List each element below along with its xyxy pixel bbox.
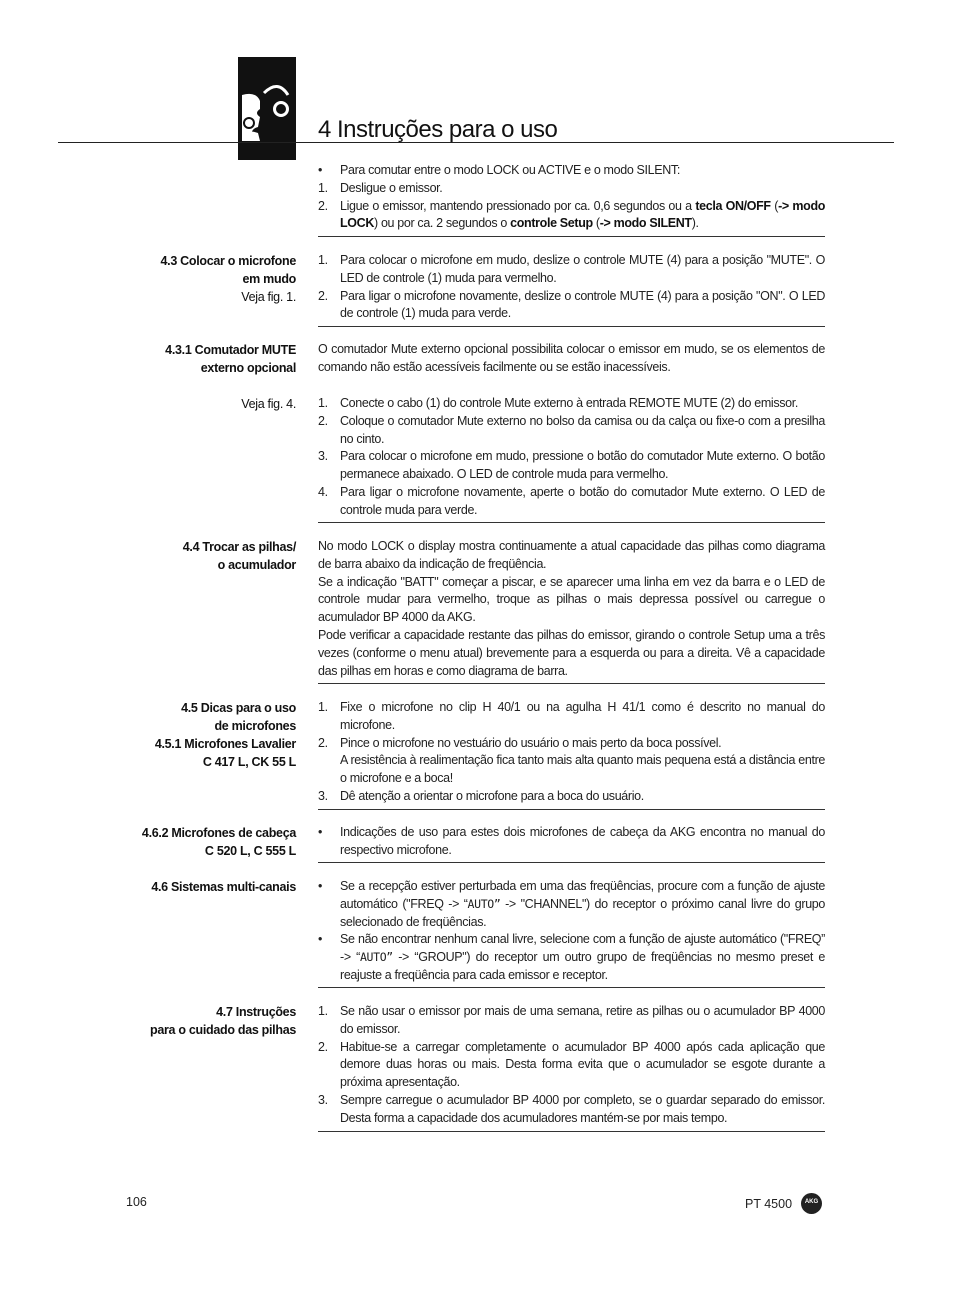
section-4-7-body <box>318 1003 825 1128</box>
list-item: • Indicações de uso para estes dois microfones de cabeça da AKG encontra no manual do respectivo microfone. <box>318 825 825 857</box>
section-label-4-6-2: 4.6.2 Microfones de cabeça C 520 L, C 555 L <box>141 826 296 858</box>
section-4-3-1-intro: O comutador Mute externo opcional possibilita colocar o emissor em mudo, se os elementos de comando não estão acessíveis facilmente ou se estão inacessíveis. <box>318 342 825 374</box>
section-label-4-6: 4.6 Sistemas multi-canais <box>151 880 296 894</box>
page-title: 4 Instruções para o uso <box>318 116 558 143</box>
list-item: • Para comutar entre o modo LOCK ou ACTIVE e o modo SILENT: <box>318 163 680 177</box>
section-label-4-3: 4.3 Colocar o microfone em mudo Veja fig. 1. <box>160 254 296 304</box>
list-item: 2. Para ligar o microfone novamente, deslize o controle MUTE (4) para a posição "ON". O LED de controle (1) muda para verde. <box>318 288 825 321</box>
list-item: 1. Se não usar o emissor por mais de uma semana, retire as pilhas ou o acumulador BP 4000 do emissor. <box>318 1004 825 1036</box>
section-4-5-body <box>318 699 825 806</box>
section-divider <box>318 987 825 988</box>
section-4-3-1-body <box>318 395 825 520</box>
section-divider <box>318 326 825 327</box>
chapter-icon <box>238 57 296 160</box>
akg-logo-icon: AKG <box>801 1193 822 1214</box>
section-divider <box>318 862 825 863</box>
section-divider <box>318 236 825 237</box>
list-item: 1. Desligue o emissor. <box>318 180 443 195</box>
section-4-6-body <box>318 878 825 985</box>
section-4-6-2-body <box>318 824 825 860</box>
section-divider <box>318 683 825 684</box>
section-label-4-4: 4.4 Trocar as pilhas/ o acumulador <box>182 540 296 572</box>
list-item: 2. Pince o microfone no vestuário do usuário o mais perto da boca possível. A resistência à realimentação fica tanto mais alta quanto mais pequena está a distância entre o microfone e a boca! <box>318 735 825 786</box>
section-label-4-5: 4.5 Dicas para o uso de microfones 4.5.1 Microfones Lavalier C 417 L, CK 55 L <box>154 701 296 769</box>
list-item: 3. Para colocar o microfone em mudo, pressione o botão do comutador Mute externo. O botão permanece abaixado. O LED de controle muda para vermelho. <box>318 449 825 482</box>
section-4-3-body <box>318 252 825 323</box>
list-item: 1. Fixe o microfone no clip H 40/1 ou na agulha H 41/1 como é descrito no manual do microfone. <box>318 700 825 732</box>
list-item: • Se não encontrar nenhum canal livre, selecione com a função de ajuste automático ("FREQ” -> “AUTO” -> “GROUP") do receptor um outro grupo de freqüências no mesmo preset e reajuste a freqüência para cada emissor e receptor. <box>318 932 825 982</box>
list-item: 3. Sempre carregue o acumulador BP 4000 por completo, se o guardar separado do emissor. Desta forma a capacidade dos acumuladores mantém-se por mais tempo. <box>318 1092 825 1125</box>
section-divider <box>318 522 825 523</box>
list-item: 1. Para colocar o microfone em mudo, deslize o controle MUTE (4) para a posição "MUTE". O LED de controle (1) muda para vermelho. <box>318 253 825 285</box>
section-4-4-body: No modo LOCK o display mostra continuamente a atual capacidade das pilhas como diagrama de barra abaixo da indicação de freqüência. Se a indicação "BATT" começar a piscar, e se aparecer uma linha em vez da barra e o LED de controle mudar para vermelho, troque as pilhas o mais depressa possível ou carregue o acumulador BP 4000 da AKG. Pode verificar a capacidade restante das pilhas do emissor, girando o controle Setup uma a três vezes (conforme o menu atual) brevemente para a esquerda ou para a direita. Vê a capacidade das pilhas em horas e como diagrama de barra. <box>318 539 825 678</box>
list-item: • Se a recepção estiver perturbada em uma das freqüências, procure com a função de ajuste automático ("FREQ -> “AUTO” -> "CHANNEL") do receptor o próximo canal livre do grupo selecionado de freqüências. <box>318 879 826 929</box>
section-label-4-3-1: 4.3.1 Comutador MUTE externo opcional <box>165 343 296 375</box>
list-item: 2. Ligue o emissor, mantendo pressionado por ca. 0,6 segundos ou a tecla ON/OFF (-> modo LOCK) ou por ca. 2 segundos o controle Setup (-> modo SILENT). <box>318 198 826 231</box>
footer-model: PT 4500 <box>745 1197 793 1211</box>
intro-block <box>318 162 825 233</box>
list-item: 3. Dê atenção a orientar o microfone para a boca do usuário. <box>318 788 644 803</box>
section-divider <box>318 1131 825 1132</box>
page-number: 106 <box>126 1195 147 1209</box>
list-item: 2. Habitue-se a carregar completamente o acumulador BP 4000 após cada aplicação que demore duas horas ou mais. Desta forma evita que o acumulador se esgote durante a próxima apresentação. <box>318 1039 825 1090</box>
section-ref-fig4: Veja fig. 4. <box>241 397 296 411</box>
list-item: 4. Para ligar o microfone novamente, aperte o botão do comutador Mute externo. O LED de controle muda para verde. <box>318 484 825 517</box>
list-item: 2. Coloque o comutador Mute externo no bolso da camisa ou da calça ou fixe-o com a presilha no cinto. <box>318 413 825 446</box>
section-label-4-7: 4.7 Instruções para o cuidado das pilhas <box>149 1005 296 1037</box>
list-item: 1. Conecte o cabo (1) do controle Mute externo à entrada REMOTE MUTE (2) do emissor. <box>318 396 798 410</box>
mouth-headphone-icon <box>238 57 296 160</box>
section-divider <box>318 809 825 810</box>
